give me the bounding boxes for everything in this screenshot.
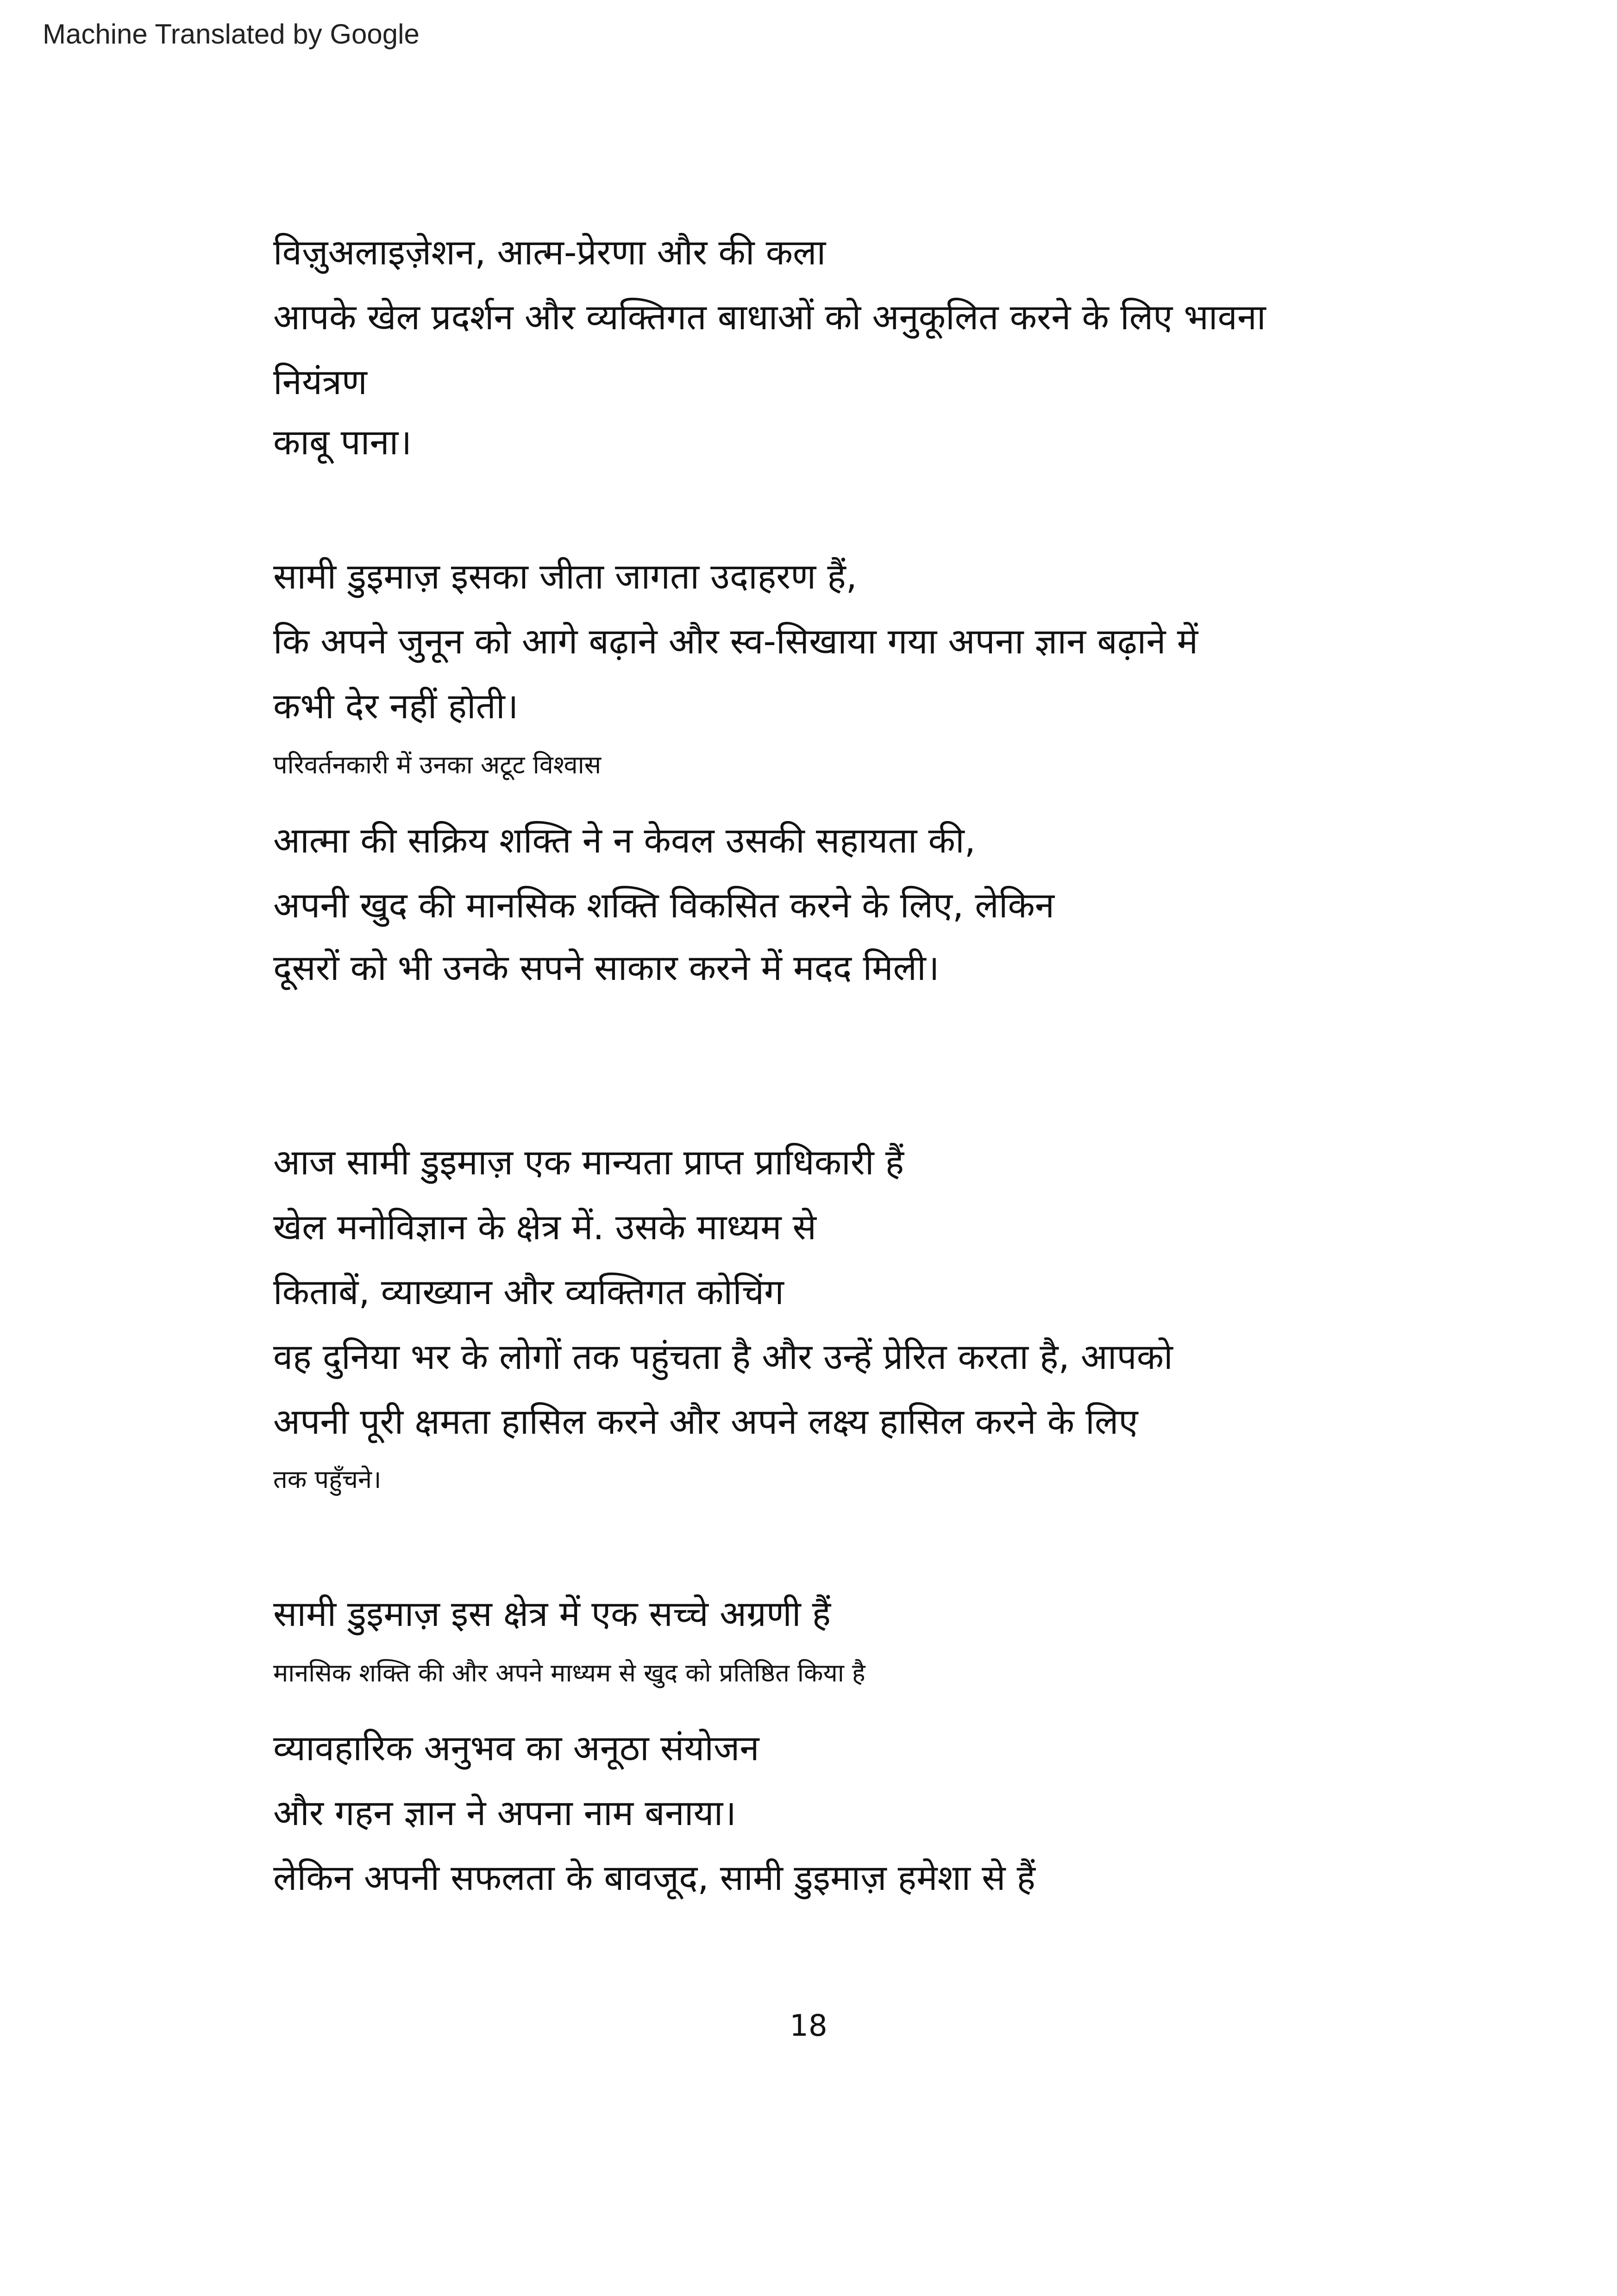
text-line: आत्मा की सक्रिय शक्ति ने न केवल उसकी सहायता की, [273, 820, 976, 861]
page-number: 18 [790, 2009, 827, 2043]
text-line: कभी देर नहीं होती। [273, 685, 519, 727]
text-line: खेल मनोविज्ञान के क्षेत्र में. उसके माध्यम से [273, 1206, 817, 1248]
text-line: वह दुनिया भर के लोगों तक पहुंचता है और उन्हें प्रेरित करता है, आपको [273, 1336, 1173, 1377]
text-line: आपके खेल प्रदर्शन और व्यक्तिगत बाधाओं को अनुकूलित करने के लिए भावना [273, 296, 1266, 338]
text-line: लेकिन अपनी सफलता के बावजूद, सामी डुइमाज़ हमेशा से हैं [273, 1857, 1035, 1898]
text-line: काबू पाना। [273, 421, 412, 463]
text-line: दूसरों को भी उनके सपने साकार करने में मदद मिली। [273, 947, 940, 988]
text-line: अपनी पूरी क्षमता हासिल करने और अपने लक्ष्य हासिल करने के लिए [273, 1401, 1138, 1442]
text-line: किताबें, व्याख्यान और व्यक्तिगत कोचिंग [273, 1271, 784, 1312]
text-line: तक पहुँचने। [273, 1465, 382, 1494]
text-line: व्यावहारिक अनुभव का अनूठा संयोजन [273, 1727, 759, 1769]
text-line: अपनी खुद की मानसिक शक्ति विकसित करने के लिए, लेकिन [273, 885, 1055, 926]
text-line: आज सामी डुइमाज़ एक मान्यता प्राप्त प्राधिकारी हैं [273, 1142, 904, 1183]
text-line: मानसिक शक्ति की और अपने माध्यम से खुद को प्रतिष्ठित किया है [273, 1658, 865, 1687]
text-line: सामी डुइमाज़ इस क्षेत्र में एक सच्चे अग्रणी हैं [273, 1593, 831, 1634]
text-line: नियंत्रण [273, 361, 367, 402]
text-line: और गहन ज्ञान ने अपना नाम बनाया। [273, 1792, 737, 1833]
machine-translation-watermark: Machine Translated by Google [43, 19, 420, 50]
text-line: विज़ुअलाइज़ेशन, आत्म-प्रेरणा और की कला [273, 232, 826, 273]
text-line: कि अपने जुनून को आगे बढ़ाने और स्व-सिखाया गया अपना ज्ञान बढ़ाने में [273, 621, 1198, 662]
text-line: सामी डुइमाज़ इसका जीता जागता उदाहरण हैं, [273, 556, 857, 597]
text-line: परिवर्तनकारी में उनका अटूट विश्वास [273, 750, 602, 779]
